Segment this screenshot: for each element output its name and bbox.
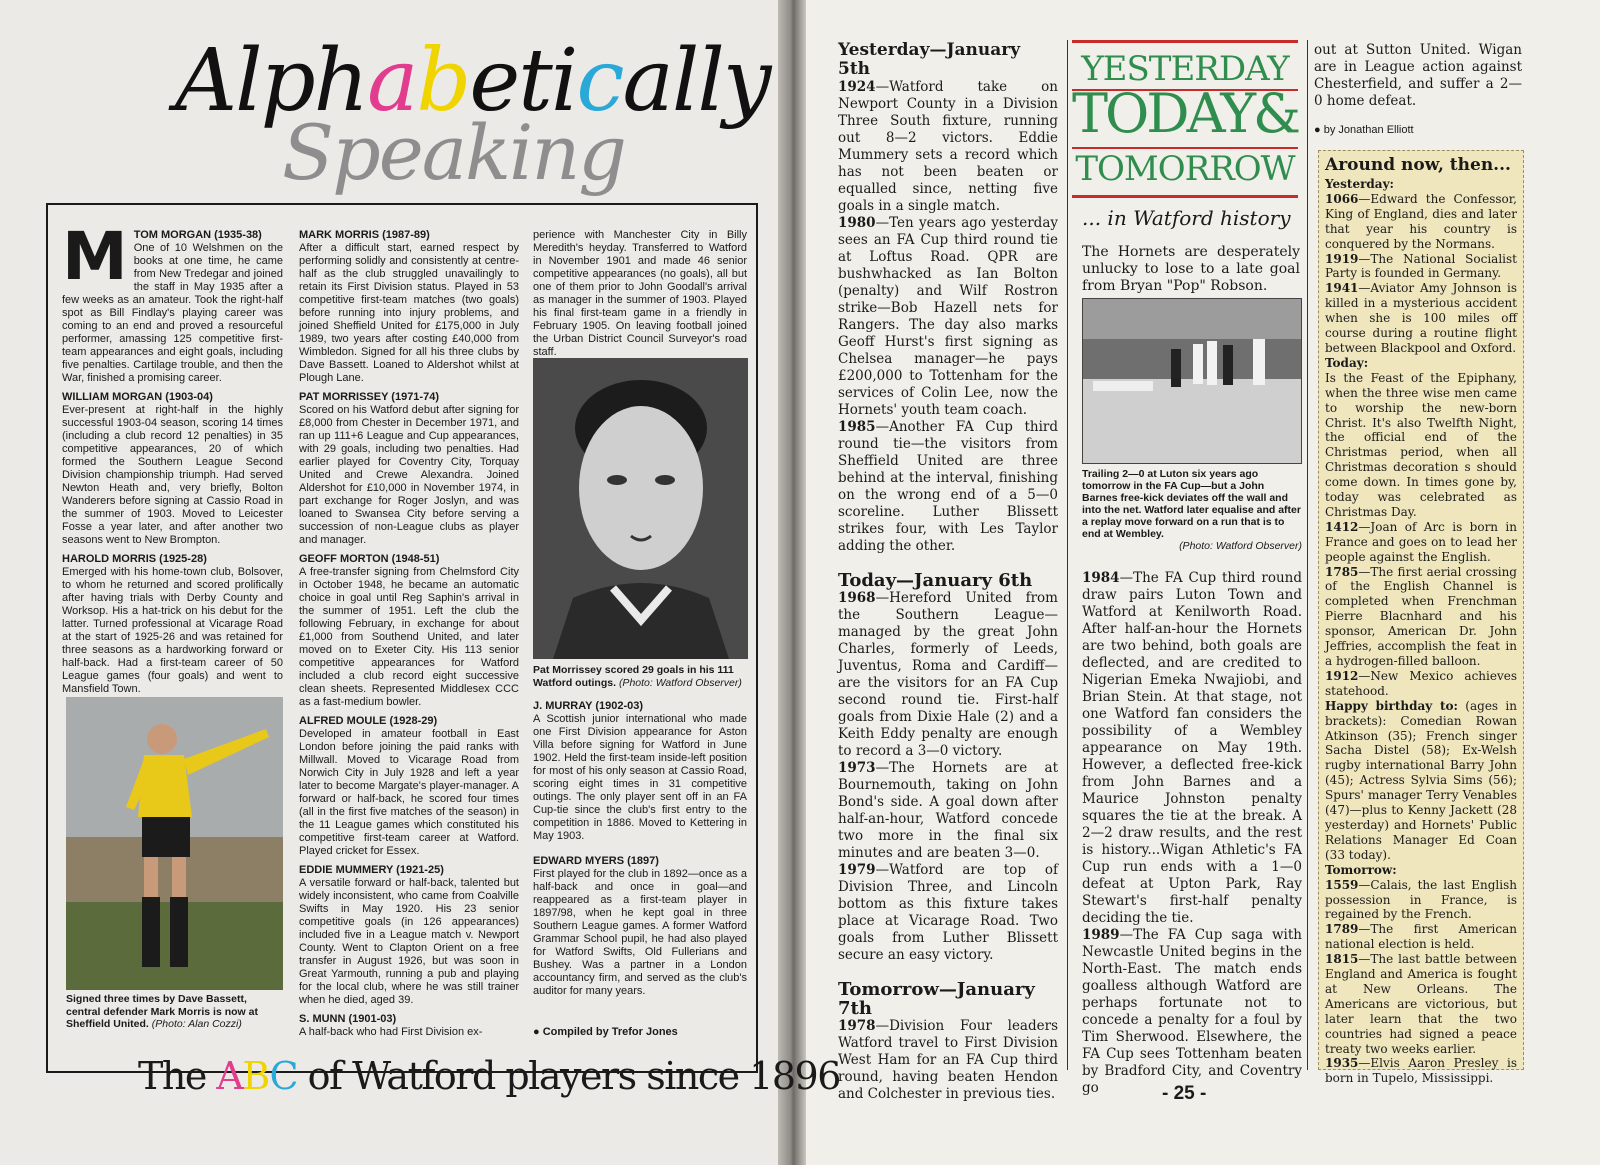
entry-text: perience with Manchester City in Billy Meredith's heyday. Transferred to Watford in November 1901 and made 46 senior competitive appearances (no goals), all but one of them prior to John Goodall's arrival as manager in the summer of 1903. Played his final first-team game in a friendly in February 1905. On leaving football joined the Urban District Council Surveyor's road staff. [533, 229, 747, 358]
photo-credit: (Photo: Watford Observer) [1179, 540, 1302, 552]
entry-heading: ALFRED MOULE (1928-29) [299, 715, 438, 727]
middle-column [1082, 570, 1302, 1097]
yesterday-heading: Yesterday—January 5th [838, 40, 1021, 79]
entry-alfred-moule [299, 715, 519, 858]
players-column-1 [62, 218, 283, 696]
player-figure [66, 697, 283, 990]
in-watford-history: ... in Watford history [1082, 206, 1291, 230]
pat-morrissey-photo [533, 358, 748, 659]
entry-heading: PAT MORRISSEY (1971-74) [299, 391, 439, 403]
around-item: 1919—The National Socialist Party is founded in Germany. [1325, 251, 1517, 281]
column-divider [1307, 40, 1308, 1070]
footer-abc-title: The ABC of Watford players since 1896 [138, 1054, 840, 1098]
today-item: 1973—The Hornets are at Bournemouth, taking on John Bond's side. A goal down after half-an-hour, Watford concede two more in the final six minutes and are beaten 3—0. [838, 760, 1058, 861]
by-line: ● by Jonathan Elliott [1314, 124, 1414, 136]
entry-heading: J. MURRAY (1902-03) [533, 700, 644, 712]
entry-text: First played for the club in 1892—once as a half-back and once in goal—and reappeared as a first-team player in 1897/98, when he kept goal in three Southern League games. A former Watford Grammar School pupil, he had also played for Watford Swifts, Old Fullerians and Bushey. Was a partner in a London accountancy firm, and served as the club's auditor for many years. [533, 868, 747, 997]
title-speaking: Speaking [282, 108, 625, 197]
right-column-top: out at Sutton United. Wigan are in League action against Chesterfield, and suffer a 2—0 home defeat. ● by Jonathan Elliott [1314, 42, 1522, 139]
history-item: 1984—The FA Cup third round draw pairs Luton Town and Watford at Kenilworth Road. After half-an-hour the Hornets are two behind, both goals are deflected, and are credited to Nigerian Emeka Nwajiobi, and Brian Stein. At that stage, not one Watford fan considers the possibility of a Wembley appearance on May 19th. However, a deflected free-kick from John Barnes and a Maurice Johnston penalty squares the tie at the break. A 2—2 draw results, and the rest is history...Wigan Athletic's FA Cup run ends with a 1—0 defeat at Upton Park, Ray Stewart's first-half penalty deciding the tie. [1082, 570, 1302, 926]
around-item: 1066—Edward the Confessor, King of England, dies and later that year his country is conquered by the Normans. [1325, 191, 1517, 251]
entry-text: One of 10 Welshmen on the books at one time, he came from New Tredegar and joined the staff in May 1935 after a few weeks as an amateur. Took the right-half spot as Bill Findlay's playing career was coming to an end and proved a resourceful performer, amassing 125 competitive first-team appearances and eight goals, including five penalties. Cartilage trouble, and then the War, finished a promising career. [62, 242, 283, 384]
players-column-3-lower [533, 700, 747, 998]
entry-text: Scored on his Watford debut after signing for £8,000 from Chester in December 1971, and ran up 111+6 League and Cup appearances, with 29 goals, including two penalties. Had earlier played for Coventry City, Torquay United and Crewe Alexandra. Joined Aldershot for £10,000 in November 1974, in part exchange for Roger Joslyn, and was loaned to Swansea City before serving a succession of non-League clubs as player and manager. [299, 404, 519, 546]
match-scene [1083, 299, 1301, 463]
entry-text: A Scottish junior international who made one First Division appearance for Aston Villa before signing for Watford in June 1902. Held the first-team inside-left position for most of his only season at Cassio Road, scoring eight times in 31 competitive outings. The only player sent off in an FA Cup-tie since the club's first entry to the competition in 1886. Moved to Kettering in May 1903. [533, 713, 747, 842]
around-today-label: Today: [1325, 355, 1369, 370]
pat-morrissey-caption: Pat Morrissey scored 29 goals in his 111 Watford outings. (Photo: Watford Observer) [533, 664, 742, 689]
yesterday-item: 1924—Watford take on Newport County in a Division Three South fixture, running out 8—2 victors. Eddie Mummery sets a record which has not been beaten or equalled since, netting five goals in a single match. [838, 79, 1058, 214]
around-yesterday-label: Yesterday: [1325, 177, 1394, 191]
around-item: 1789—The first American national election is held. [1325, 922, 1517, 952]
entry-edward-myers [533, 855, 747, 998]
yesterday-item: 1980—Ten years ago yesterday sees an FA Cup third round tie at Loftus Road. QPR are bushwhacked as Ian Bolton (penalty) and Wilf Rostron strike—Bob Hazell nets for Rangers. The day also marks Geoff Hurst's first signing as Chelsea manager—he pays £200,000 to Tottenham for the services of Colin Lee, now the Hornets' youth team coach. [838, 215, 1058, 418]
column-divider [1067, 40, 1068, 1070]
photo-credit: (Photo: Alan Cozzi) [151, 1018, 242, 1030]
mark-morris-photo [66, 697, 283, 990]
portrait-figure [533, 358, 748, 659]
page-gutter [778, 0, 806, 1165]
today-item: 1979—Watford are top of Division Three, and Lincoln bottom as this fixture takes place at Vicarage Road. Two goals from Luther Blissett secure an easy victory. [838, 862, 1058, 963]
logo-yesterday: YESTERDAY [1081, 49, 1289, 89]
around-item: 1815—The last battle between England and America is fought at New Orleans. The Americans are victorious, but later learn that the two countries had signed a peace treaty two weeks earlier. [1325, 952, 1517, 1056]
entry-s-munn-continued [533, 229, 747, 359]
around-heading: Around now, then... [1325, 155, 1511, 175]
around-tomorrow-label: Tomorrow: [1325, 862, 1397, 877]
around-item: 1412—Joan of Arc is born in France and goes on to lead her people against the English. [1325, 519, 1517, 564]
logo-today: TODAY& [1072, 82, 1299, 145]
around-now-box [1318, 150, 1524, 1086]
mark-morris-caption: Signed three times by Dave Bassett, central defender Mark Morris is now at Sheffield United. (Photo: Alan Cozzi) [66, 993, 258, 1030]
entry-text: A versatile forward or half-back, talented but widely inconsistent, who came from Coalville Swifts in May 1920. His 23 senior competitive goals (in 126 appearances) included five in a League match v. Newport County. Went to Clapton Orient on a free transfer in August 1926, but was soon in Great Yarmouth, running a pub and playing for the local club, where he was still trainer when he died, aged 39. [299, 877, 519, 1006]
entry-heading: GEOFF MORTON (1948-51) [299, 553, 440, 565]
entry-heading: MARK MORRIS (1987-89) [299, 229, 430, 241]
players-column-3 [533, 229, 747, 359]
players-column-2 [299, 229, 519, 1039]
yesterday-column [838, 41, 1058, 1103]
entry-eddie-mummery [299, 864, 519, 1007]
entry-text: Ever-present at right-half in the highly successful 1903-04 season, scoring 14 times (including a club record 12 penalties) in 35 competitive appearances, 20 of which formed the Southern League Second Division championship triumph. Had served Newton Heath and, very briefly, Bolton Wanderers before signing at Cassio Road in the summer of 1903. Moved to Leicester Fosse a year later, and after another two seasons went to New Brompton. [62, 404, 283, 546]
around-item: 1941—Aviator Amy Johnson is killed in a mysterious accident when she is 100 miles off course during a routine flight between Blackpool and Oxford. [1325, 281, 1517, 355]
page-number: - 25 - [1162, 1083, 1207, 1104]
around-item: 1559—Calais, the last English possession in France, is regained by the French. [1325, 877, 1517, 922]
today-item: 1968—Hereford United from the Southern League—managed by the great John Charles, formerly of Leeds, Juventus, Roma and Cardiff—are the visitors for an FA Cup second round tie. First-half goals from Dixie Hale (2) and a Keith Eddy penalty are enough to record a 3—0 victory. [838, 590, 1058, 759]
tomorrow-item: 1978—Division Four leaders Watford travel to First Division West Ham for an FA Cup third round, having beaten Hendon and Colchester in previous ties. [838, 1018, 1058, 1102]
entry-geoff-morton [299, 553, 519, 709]
entry-text: Developed in amateur football in East London before joining the paid ranks with Millwall. Moved to Vicarage Road from Norwich City in July 1928 and left a year later to become Margate's player-manager. A forward or half-back, he scored four times (all in the first five matches of the season) in the 11 League games which constituted his competitive first-team career at Watford. Played cricket for Essex. [299, 728, 519, 857]
logo-tomorrow: TOMORROW [1075, 149, 1295, 189]
entry-harold-morris [62, 553, 283, 696]
entry-heading: HAROLD MORRIS (1925-28) [62, 553, 207, 565]
title-alphabetically: Alphabetically [175, 31, 770, 131]
entry-heading: EDWARD MYERS (1897) [533, 855, 659, 867]
yesterday-today-tomorrow-logo [1072, 40, 1298, 198]
around-item: 1912—New Mexico achieves statehood. [1325, 668, 1517, 698]
drop-cap: M [62, 218, 128, 295]
luton-caption: Trailing 2—0 at Luton six years ago tomorrow in the FA Cup—but a John Barnes free-kick deviates off the wall and into the net. Watford later equalise and after a replay move forward on a run that is to end at Wembley. (Photo: Watford Observer) [1082, 468, 1302, 552]
entry-william-morgan [62, 391, 283, 547]
around-birthdays: Happy birthday to: (ages in brackets): Comedian Rowan Atkinson (35); French singer Sacha Distel (58); Ex-Welsh rugby international Barry John (45); Actress Sylvia Sims (56); Spurs' manager Terry Venables (47)—plus to Kenny Jackett (28 yesterday) and Hornets' Public Relations Manager Ed Coan (33 today). [1325, 698, 1517, 862]
intro-text: The Hornets are desperately unlucky to lose to a late goal from Bryan "Pop" Robson. [1082, 244, 1300, 294]
entry-heading: WILLIAM MORGAN (1903-04) [62, 391, 213, 403]
entry-pat-morrissey [299, 391, 519, 547]
luton-match-photo [1082, 298, 1302, 464]
around-item: 1935—Elvis Aaron Presley is born in Tupelo, Mississippi. [1325, 1056, 1517, 1086]
around-item: 1785—The first aerial crossing of the English Channel is completed when Frenchman Pierre Blacnhard and his sponsor, American Dr. John Jeffries, accomplish the feat in a hydrogen-filled balloon. [1325, 564, 1517, 668]
photo-credit: (Photo: Watford Observer) [618, 676, 742, 689]
history-item: 1989—The FA Cup saga with Newcastle United begins in the North-East. The match ends goalless although Watford are perhaps fortunate not to concede a penalty for a foul by Tim Sherwood. Elsewhere, the FA Cup sees Tottenham beaten by Bradford City, and Coventry go [1082, 927, 1302, 1096]
entry-mark-morris [299, 229, 519, 385]
entry-heading: EDDIE MUMMERY (1921-25) [299, 864, 444, 876]
yesterday-item: 1985—Another FA Cup third round tie—the visitors from Sheffield United are three behind at the interval, finishing on the wrong end of a 5—0 scoreline. Luther Blissett strikes four, with Les Taylor adding the other. [838, 419, 1058, 554]
entry-s-munn [299, 1013, 519, 1039]
around-today-text: Is the Feast of the Epiphany, when the three wise men came to worship the new-born Christ. It's also Twelfth Night, the official end of the Christmas period, when all Christmas decoration s should come down. In times gone by, today was celebrated as Christmas Day. [1325, 370, 1517, 519]
entry-j-murray [533, 700, 747, 843]
entry-text: After a difficult start, earned respect by performing solidly and consistently at centre-half as the club struggled unavailingly to retain its First Division status. Played in 53 competitive first-team matches (two goals) before running into injury problems, and joined Sheffield United for £175,000 in July 1989, two years after costing £40,000 from Wimbledon. Signed for all his three clubs by Dave Bassett. Loaned to Aldershot whilst at Plough Lane. [299, 242, 519, 384]
entry-text: A free-transfer signing from Chelmsford City in October 1948, he became an automatic choice in goal until Reg Saphin's arrival in the summer of 1951. Left the club the following February, in exchange for about £1,000 from Southend United, and later moved on to Exeter City. His 113 senior competitive appearances for Watford included a club record eight successive clean sheets. Represented Middlesex CCC as a fast-medium bowler. [299, 566, 519, 708]
entry-text: A half-back who had First Division ex- [299, 1026, 483, 1038]
compiled-by: ● Compiled by Trefor Jones [533, 1026, 678, 1038]
entry-heading: TOM MORGAN (1935-38) [133, 229, 262, 241]
entry-text: Emerged with his home-town club, Bolsover, to whom he returned and scored prolifically after having trials with Derby County and Worksop. His a hat-trick on his debut for the latter. Turned professional at Vicarage Road at the start of 1925-26 and was retained for three seasons as a hardworking forward or half-back. Had a first-team career of 50 League games (four goals) and went to Mansfield Town. [62, 566, 283, 695]
entry-heading: S. MUNN (1901-03) [299, 1013, 397, 1025]
tomorrow-heading: Tomorrow—January 7th [838, 979, 1035, 1019]
today-heading: Today—January 6th [838, 570, 1033, 591]
